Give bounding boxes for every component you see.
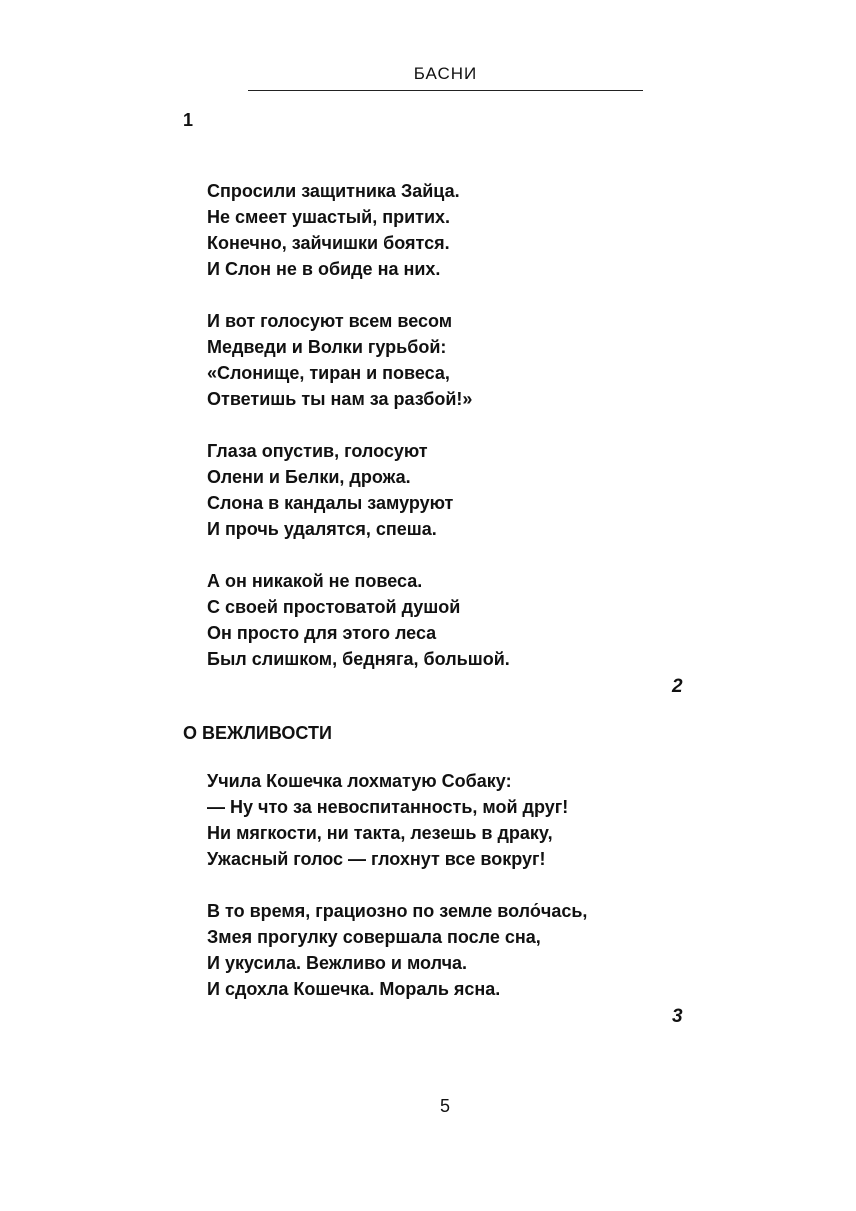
stanza: [207, 568, 510, 672]
verse-line: — Ну что за невоспитанность, мой друг!: [207, 797, 569, 817]
verse-line: И сдохла Кошечка. Мораль ясна.: [207, 979, 501, 999]
fable-end-marker: 3: [672, 1006, 683, 1027]
verse-line: И прочь удалятся, спеша.: [207, 519, 437, 539]
stanza: [207, 898, 587, 1002]
verse-line: И укусила. Вежливо и молча.: [207, 953, 468, 973]
verse-line: И вот голосуют всем весом: [207, 311, 453, 331]
stanza: [207, 178, 460, 282]
verse-line: Глаза опустив, голосуют: [207, 441, 428, 461]
verse-line: Был слишком, бедняга, большой.: [207, 649, 510, 669]
verse-line: Медведи и Волки гурьбой:: [207, 337, 447, 357]
verse-line: С своей простоватой душой: [207, 597, 461, 617]
stanza: [207, 308, 472, 412]
verse-line: Змея прогулку совершала после сна,: [207, 927, 541, 947]
stanza: [207, 438, 453, 542]
fable-end-marker: 2: [672, 676, 683, 697]
verse-line: И Слон не в обиде на них.: [207, 259, 441, 279]
stanza: [207, 768, 568, 872]
running-head: БАСНИ: [248, 64, 643, 91]
verse-line: Учила Кошечка лохматую Собаку:: [207, 771, 512, 791]
verse-line: Он просто для этого леса: [207, 623, 437, 643]
verse-line: Ни мягкости, ни такта, лезешь в драку,: [207, 823, 553, 843]
verse-line: Слона в кандалы замуруют: [207, 493, 454, 513]
verse-line: А он никакой не повеса.: [207, 571, 423, 591]
verse-line: Конечно, зайчишки боятся.: [207, 233, 450, 253]
verse-line: Не смеет ушастый, притих.: [207, 207, 451, 227]
verse-line: Ужасный голос — глохнут все вокруг!: [207, 849, 546, 869]
verse-line: Олени и Белки, дрожа.: [207, 467, 411, 487]
fable-title: О ВЕЖЛИВОСТИ: [183, 723, 332, 743]
verse-line: Спросили защитника Зайца.: [207, 181, 460, 201]
page-number: 5: [439, 1096, 450, 1116]
verse-line: «Слонище, тиран и повеса,: [207, 363, 450, 383]
verse-line: В то время, грациозно по земле воло́чась,: [207, 901, 588, 921]
fable-number: 1: [183, 110, 194, 130]
verse-line: Ответишь ты нам за разбой!»: [207, 389, 473, 409]
